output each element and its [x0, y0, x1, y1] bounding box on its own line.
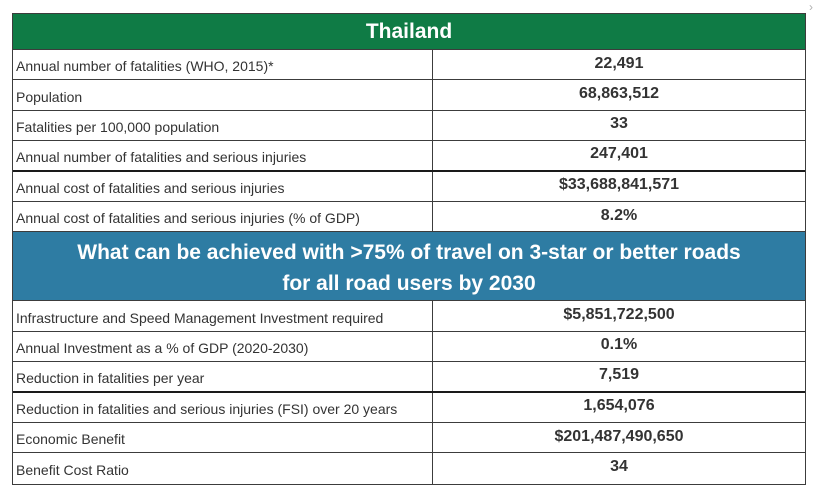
row-value: 33 — [610, 115, 628, 133]
row-value: 0.1% — [600, 336, 638, 354]
table-row — [13, 332, 805, 362]
table-row — [13, 111, 805, 141]
row-value: $201,487,490,650 — [554, 427, 684, 445]
row-value: $5,851,722,500 — [563, 306, 675, 324]
row-label: Benefit Cost Ratio — [13, 453, 433, 483]
row-value: 22,491 — [594, 54, 644, 72]
row-value: $33,688,841,571 — [558, 176, 680, 194]
row-label: Reduction in fatalities and serious injuries (FSI) over 20 years — [13, 393, 433, 422]
row-value: 8.2% — [600, 206, 638, 224]
table-row — [13, 50, 805, 80]
table-row — [13, 141, 805, 171]
table-row — [13, 362, 805, 392]
row-label: Annual cost of fatalities and serious injuries (% of GDP) — [13, 202, 433, 231]
row-label: Reduction in fatalities per year — [13, 362, 433, 390]
row-label: Infrastructure and Speed Management Investment required — [13, 301, 433, 330]
row-label: Fatalities per 100,000 population — [13, 111, 433, 140]
table-row — [13, 202, 805, 232]
row-label: Annual number of fatalities and serious injuries — [13, 141, 433, 169]
chevron-right-icon: › — [809, 0, 813, 14]
row-label: Economic Benefit — [13, 423, 433, 452]
row-label: Population — [13, 80, 433, 109]
table-row — [13, 301, 805, 331]
table-row — [13, 393, 805, 423]
row-label: Annual Investment as a % of GDP (2020-2030) — [13, 332, 433, 361]
subtitle-line: What can be achieved with >75% of travel on 3-star or better roads — [77, 241, 741, 265]
table-row — [13, 80, 805, 110]
row-value: 7,519 — [598, 366, 640, 384]
row-value: 247,401 — [590, 145, 648, 163]
table-row — [13, 423, 805, 453]
row-value: 68,863,512 — [578, 85, 660, 103]
subtitle-line: for all road users by 2030 — [282, 272, 536, 296]
row-label: Annual number of fatalities (WHO, 2015)* — [13, 50, 433, 79]
table-row — [13, 172, 805, 202]
section-subtitle — [13, 232, 805, 301]
row-value: 34 — [610, 458, 628, 476]
row-value: 1,654,076 — [583, 397, 655, 415]
road-safety-table — [12, 13, 806, 485]
row-label: Annual cost of fatalities and serious injuries — [13, 172, 433, 201]
table-row — [13, 453, 805, 483]
table-title: Thailand — [13, 14, 805, 50]
